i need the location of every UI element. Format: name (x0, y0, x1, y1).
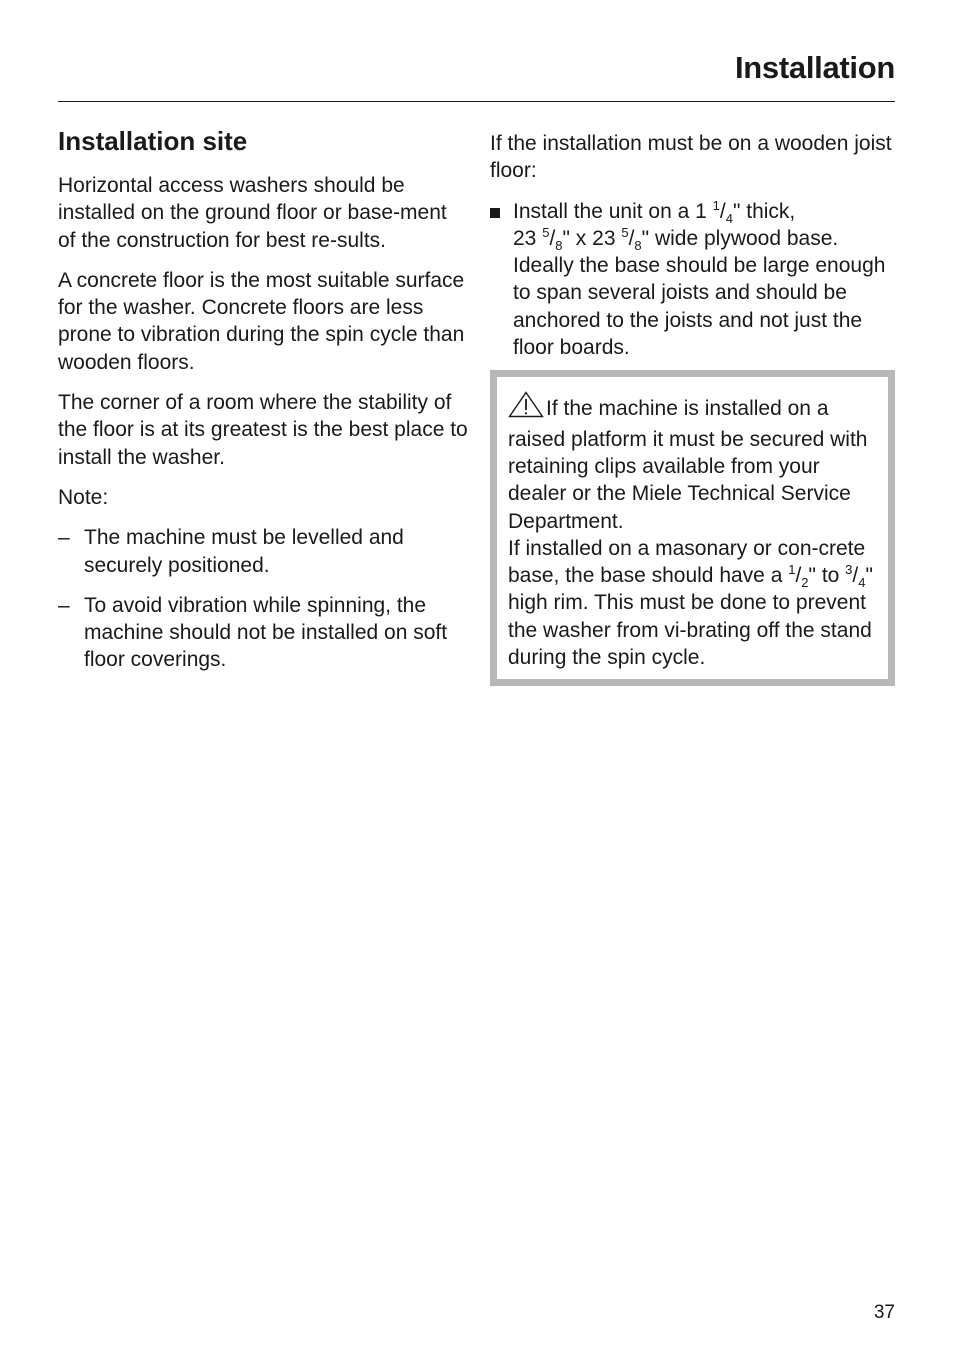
header-divider (58, 101, 895, 102)
list-item-plywood-base: Install the unit on a 1 $^1/_4$" thick, 23 $^5/_8$" x 23 $^5/_8$" wide plywood base. Ideally the base should be large enough to span several joists and should be anchored to the joists and not just the floor boards. (490, 198, 895, 362)
paragraph-wooden-joist: If the installation must be on a wooden joist floor: (490, 132, 892, 183)
dash-marker: – (58, 526, 70, 550)
fraction-denominator: 8 (555, 238, 563, 254)
fraction-denominator: 8 (634, 238, 642, 254)
note-text: To avoid vibration while spinning, the machine should not be installed on soft floor coverings. (84, 593, 448, 672)
warning-text: " to (808, 564, 846, 588)
note-text: The machine must be levelled and securely positioned. (84, 526, 404, 577)
bullet-text: Install the unit on a 1 (513, 199, 713, 223)
note-label: Note: (58, 485, 109, 509)
warning-text: If the machine is installed on a raised platform it must be secured with retaining clips available from your dealer or the Miele Technical Service Department. (508, 397, 868, 533)
fraction-numerator: 1 (788, 562, 796, 578)
warning-triangle-icon (508, 391, 544, 425)
fraction-denominator: 4 (858, 575, 866, 591)
fraction-denominator: 2 (801, 575, 809, 591)
paragraph-concrete-floor: A concrete floor is the most suitable surface for the washer. Concrete floors are less prone to vibration during the spin cycle than wooden floors. (58, 268, 465, 374)
bullet-text: " wide plywood base. Ideally the base should be large enough to span several joists and should be anchored to the joists and not just the floor boards. (513, 226, 886, 360)
note-list (58, 524, 468, 673)
square-bullet-icon (490, 208, 500, 218)
warning-box: If the machine is installed on a raised platform it must be secured with retaining clips available from your dealer or the Miele Technical Service Department. If installed on a masonary or con-crete base, the base should have a $^1/_2$" to $^3/_4$" high rim. This must be done to prevent the washer from vi-brating off the stand during the spin cycle. (490, 370, 895, 686)
page-number: 37 (873, 1302, 895, 1323)
left-column (58, 124, 468, 687)
paragraph-ground-floor: Horizontal access washers should be installed on the ground floor or base-ment of the construction for best re-sults. (58, 174, 447, 252)
right-column (490, 130, 895, 686)
warning-text: If installed on a masonary or con-crete base, the base should have a (508, 536, 866, 588)
list-item (58, 524, 468, 579)
section-heading: Installation site (58, 126, 248, 156)
list-item (58, 592, 468, 674)
fraction-numerator: 3 (845, 562, 853, 578)
bullet-text: " x 23 (562, 226, 622, 250)
fraction-numerator: 1 (712, 197, 720, 213)
fraction-denominator: 4 (725, 210, 733, 226)
bullet-text: 23 (513, 226, 543, 250)
fraction-numerator: 5 (621, 224, 629, 240)
dash-marker: – (58, 593, 70, 617)
warning-text: " high rim. This must be done to prevent the washer from vi-brating off the stand during the spin cycle. (508, 564, 873, 670)
fraction-numerator: 5 (542, 224, 550, 240)
bullet-text: " thick, (732, 199, 796, 223)
page-title: Installation (734, 50, 895, 85)
paragraph-room-corner: The corner of a room where the stability of the floor is at its greatest is the best place to install the washer. (58, 391, 468, 469)
